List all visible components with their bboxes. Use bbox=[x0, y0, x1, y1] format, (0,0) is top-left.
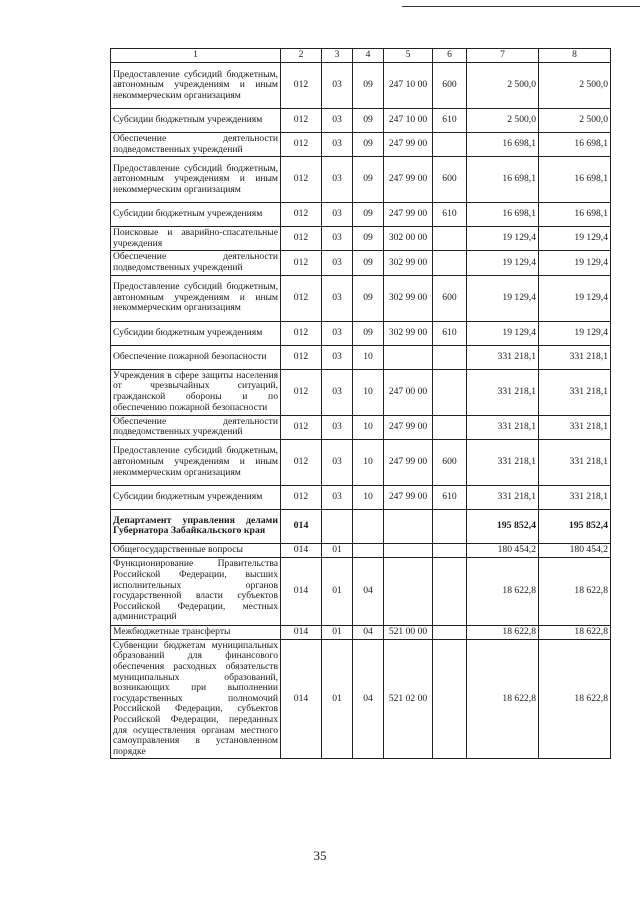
top-rule bbox=[402, 6, 640, 7]
header-col-6: 6 bbox=[433, 49, 467, 63]
cell-col-7: 331 218,1 bbox=[467, 485, 539, 509]
table-row bbox=[111, 345, 611, 369]
cell-col-2: 012 bbox=[281, 227, 322, 251]
cell-col-3: 03 bbox=[322, 157, 353, 203]
cell-col-4: 04 bbox=[353, 625, 384, 639]
header-col-5: 5 bbox=[384, 49, 433, 63]
cell-col-4: 10 bbox=[353, 439, 384, 485]
cell-col-3: 03 bbox=[322, 203, 353, 227]
cell-col-5 bbox=[384, 543, 433, 557]
header-col-3: 3 bbox=[322, 49, 353, 63]
cell-col-6 bbox=[433, 251, 467, 275]
cell-col-3: 01 bbox=[322, 639, 353, 759]
cell-col-6: 600 bbox=[433, 157, 467, 203]
cell-col-4: 10 bbox=[353, 415, 384, 439]
cell-col-7: 2 500,0 bbox=[467, 109, 539, 133]
cell-col-3: 03 bbox=[322, 485, 353, 509]
cell-col-2: 012 bbox=[281, 133, 322, 157]
cell-col-6: 600 bbox=[433, 439, 467, 485]
table-row bbox=[111, 227, 611, 251]
cell-col-5: 521 02 00 bbox=[384, 639, 433, 759]
table-row bbox=[111, 625, 611, 639]
cell-col-7: 16 698,1 bbox=[467, 133, 539, 157]
cell-col-1: Межбюджетные трансферты bbox=[111, 625, 281, 639]
cell-col-2: 012 bbox=[281, 63, 322, 109]
cell-col-2: 012 bbox=[281, 251, 322, 275]
cell-col-2: 014 bbox=[281, 557, 322, 625]
header-col-4: 4 bbox=[353, 49, 384, 63]
table-row bbox=[111, 509, 611, 543]
cell-col-7: 19 129,4 bbox=[467, 275, 539, 321]
cell-col-3: 03 bbox=[322, 321, 353, 345]
cell-col-1: Департамент управления делами Губернатора Забайкальского края bbox=[111, 509, 281, 543]
cell-col-2: 012 bbox=[281, 157, 322, 203]
cell-col-7: 18 622,8 bbox=[467, 625, 539, 639]
cell-col-5 bbox=[384, 345, 433, 369]
cell-col-4: 09 bbox=[353, 133, 384, 157]
cell-col-4 bbox=[353, 509, 384, 543]
cell-col-1: Обеспечение деятельности подведомственных учреждений bbox=[111, 133, 281, 157]
cell-col-7: 19 129,4 bbox=[467, 227, 539, 251]
cell-col-4: 10 bbox=[353, 485, 384, 509]
table-row bbox=[111, 485, 611, 509]
cell-col-4: 04 bbox=[353, 639, 384, 759]
cell-col-1: Общегосударственные вопросы bbox=[111, 543, 281, 557]
cell-col-1: Предоставление субсидий бюджетным, автономным учреждениям и иным некоммерческим организациям bbox=[111, 63, 281, 109]
cell-col-8: 16 698,1 bbox=[539, 133, 611, 157]
cell-col-8: 180 454,2 bbox=[539, 543, 611, 557]
cell-col-7: 16 698,1 bbox=[467, 203, 539, 227]
cell-col-2: 012 bbox=[281, 345, 322, 369]
cell-col-4: 09 bbox=[353, 321, 384, 345]
cell-col-8: 331 218,1 bbox=[539, 345, 611, 369]
cell-col-5: 247 99 00 bbox=[384, 157, 433, 203]
table-row bbox=[111, 109, 611, 133]
cell-col-6 bbox=[433, 133, 467, 157]
cell-col-6 bbox=[433, 509, 467, 543]
table-row bbox=[111, 251, 611, 275]
cell-col-1: Субсидии бюджетным учреждениям bbox=[111, 109, 281, 133]
cell-col-1: Обеспечение деятельности подведомственных учреждений bbox=[111, 415, 281, 439]
cell-col-4: 09 bbox=[353, 203, 384, 227]
cell-col-4: 09 bbox=[353, 63, 384, 109]
cell-col-6: 610 bbox=[433, 321, 467, 345]
cell-col-8: 19 129,4 bbox=[539, 227, 611, 251]
cell-col-3: 03 bbox=[322, 109, 353, 133]
cell-col-5: 247 99 00 bbox=[384, 133, 433, 157]
cell-col-6: 610 bbox=[433, 203, 467, 227]
table-row bbox=[111, 275, 611, 321]
cell-col-8: 331 218,1 bbox=[539, 439, 611, 485]
cell-col-1: Поисковые и аварийно-спасательные учреждения bbox=[111, 227, 281, 251]
cell-col-6 bbox=[433, 345, 467, 369]
cell-col-7: 18 622,8 bbox=[467, 639, 539, 759]
table-row bbox=[111, 133, 611, 157]
cell-col-1: Субсидии бюджетным учреждениям bbox=[111, 321, 281, 345]
table-row bbox=[111, 321, 611, 345]
cell-col-3: 03 bbox=[322, 439, 353, 485]
cell-col-2: 012 bbox=[281, 439, 322, 485]
cell-col-2: 012 bbox=[281, 275, 322, 321]
cell-col-2: 014 bbox=[281, 625, 322, 639]
cell-col-2: 014 bbox=[281, 543, 322, 557]
cell-col-8: 16 698,1 bbox=[539, 157, 611, 203]
table-row bbox=[111, 557, 611, 625]
cell-col-8: 18 622,8 bbox=[539, 625, 611, 639]
cell-col-8: 2 500,0 bbox=[539, 109, 611, 133]
cell-col-5: 302 99 00 bbox=[384, 251, 433, 275]
cell-col-7: 16 698,1 bbox=[467, 157, 539, 203]
cell-col-8: 18 622,8 bbox=[539, 557, 611, 625]
cell-col-3 bbox=[322, 509, 353, 543]
table-row bbox=[111, 157, 611, 203]
cell-col-7: 331 218,1 bbox=[467, 369, 539, 415]
cell-col-8: 331 218,1 bbox=[539, 485, 611, 509]
cell-col-6 bbox=[433, 543, 467, 557]
cell-col-5 bbox=[384, 557, 433, 625]
cell-col-2: 012 bbox=[281, 485, 322, 509]
cell-col-4: 09 bbox=[353, 157, 384, 203]
cell-col-8: 19 129,4 bbox=[539, 275, 611, 321]
cell-col-8: 331 218,1 bbox=[539, 415, 611, 439]
cell-col-7: 2 500,0 bbox=[467, 63, 539, 109]
cell-col-5: 247 10 00 bbox=[384, 109, 433, 133]
header-col-8: 8 bbox=[539, 49, 611, 63]
cell-col-6 bbox=[433, 369, 467, 415]
cell-col-4: 09 bbox=[353, 251, 384, 275]
cell-col-7: 331 218,1 bbox=[467, 415, 539, 439]
table-row bbox=[111, 203, 611, 227]
table-row bbox=[111, 543, 611, 557]
cell-col-1: Функционирование Правительства Российской Федерации, высших исполнительных органов государственной власти субъектов Российской Федерации, местных администраций bbox=[111, 557, 281, 625]
cell-col-6 bbox=[433, 227, 467, 251]
cell-col-6 bbox=[433, 415, 467, 439]
cell-col-5: 247 99 00 bbox=[384, 203, 433, 227]
cell-col-6 bbox=[433, 557, 467, 625]
table-body bbox=[111, 63, 611, 759]
cell-col-8: 195 852,4 bbox=[539, 509, 611, 543]
header-col-1: 1 bbox=[111, 49, 281, 63]
cell-col-3: 03 bbox=[322, 415, 353, 439]
cell-col-8: 16 698,1 bbox=[539, 203, 611, 227]
cell-col-2: 012 bbox=[281, 203, 322, 227]
cell-col-3: 03 bbox=[322, 369, 353, 415]
cell-col-4: 10 bbox=[353, 369, 384, 415]
cell-col-1: Предоставление субсидий бюджетным, автономным учреждениям и иным некоммерческим организациям bbox=[111, 157, 281, 203]
cell-col-3: 03 bbox=[322, 345, 353, 369]
cell-col-3: 01 bbox=[322, 625, 353, 639]
cell-col-1: Субсидии бюджетным учреждениям bbox=[111, 485, 281, 509]
cell-col-3: 01 bbox=[322, 557, 353, 625]
cell-col-2: 012 bbox=[281, 109, 322, 133]
cell-col-7: 195 852,4 bbox=[467, 509, 539, 543]
cell-col-1: Субвенции бюджетам муниципальных образований для финансового обеспечения расходных обязательств муниципальных образований, возникающих при выполнении государственных полномочий Российской Федерации, субъектов Российской Федерации, переданных для осуществления органам местного самоуправления в установленном порядке bbox=[111, 639, 281, 759]
cell-col-3: 03 bbox=[322, 251, 353, 275]
cell-col-4: 04 bbox=[353, 557, 384, 625]
table-row bbox=[111, 415, 611, 439]
cell-col-3: 03 bbox=[322, 227, 353, 251]
cell-col-5: 302 99 00 bbox=[384, 321, 433, 345]
cell-col-5 bbox=[384, 509, 433, 543]
cell-col-6: 600 bbox=[433, 275, 467, 321]
cell-col-1: Предоставление субсидий бюджетным, автономным учреждениям и иным некоммерческим организациям bbox=[111, 439, 281, 485]
cell-col-5: 247 00 00 bbox=[384, 369, 433, 415]
budget-table bbox=[110, 48, 611, 759]
cell-col-4: 10 bbox=[353, 345, 384, 369]
cell-col-6 bbox=[433, 625, 467, 639]
cell-col-7: 331 218,1 bbox=[467, 345, 539, 369]
cell-col-1: Предоставление субсидий бюджетным, автономным учреждениям и иным некоммерческим организациям bbox=[111, 275, 281, 321]
cell-col-4 bbox=[353, 543, 384, 557]
cell-col-7: 19 129,4 bbox=[467, 321, 539, 345]
cell-col-5: 247 99 00 bbox=[384, 415, 433, 439]
cell-col-4: 09 bbox=[353, 275, 384, 321]
cell-col-3: 03 bbox=[322, 63, 353, 109]
cell-col-4: 09 bbox=[353, 227, 384, 251]
cell-col-6 bbox=[433, 639, 467, 759]
cell-col-5: 247 10 00 bbox=[384, 63, 433, 109]
cell-col-6: 610 bbox=[433, 485, 467, 509]
cell-col-4: 09 bbox=[353, 109, 384, 133]
cell-col-3: 01 bbox=[322, 543, 353, 557]
table-header-row bbox=[111, 49, 611, 63]
cell-col-3: 03 bbox=[322, 133, 353, 157]
cell-col-1: Обеспечение деятельности подведомственных учреждений bbox=[111, 251, 281, 275]
cell-col-1: Обеспечение пожарной безопасности bbox=[111, 345, 281, 369]
cell-col-3: 03 bbox=[322, 275, 353, 321]
cell-col-5: 247 99 00 bbox=[384, 485, 433, 509]
cell-col-7: 19 129,4 bbox=[467, 251, 539, 275]
cell-col-1: Субсидии бюджетным учреждениям bbox=[111, 203, 281, 227]
header-col-2: 2 bbox=[281, 49, 322, 63]
cell-col-8: 2 500,0 bbox=[539, 63, 611, 109]
cell-col-2: 014 bbox=[281, 509, 322, 543]
cell-col-5: 521 00 00 bbox=[384, 625, 433, 639]
cell-col-5: 302 99 00 bbox=[384, 275, 433, 321]
table-row bbox=[111, 369, 611, 415]
table-row bbox=[111, 439, 611, 485]
cell-col-7: 180 454,2 bbox=[467, 543, 539, 557]
cell-col-5: 247 99 00 bbox=[384, 439, 433, 485]
cell-col-2: 012 bbox=[281, 321, 322, 345]
cell-col-8: 331 218,1 bbox=[539, 369, 611, 415]
cell-col-6: 600 bbox=[433, 63, 467, 109]
table-row bbox=[111, 63, 611, 109]
header-col-7: 7 bbox=[467, 49, 539, 63]
cell-col-7: 331 218,1 bbox=[467, 439, 539, 485]
page-number: 35 bbox=[313, 848, 327, 863]
cell-col-7: 18 622,8 bbox=[467, 557, 539, 625]
cell-col-8: 19 129,4 bbox=[539, 321, 611, 345]
cell-col-5: 302 00 00 bbox=[384, 227, 433, 251]
cell-col-2: 012 bbox=[281, 369, 322, 415]
cell-col-8: 18 622,8 bbox=[539, 639, 611, 759]
table-row bbox=[111, 639, 611, 759]
cell-col-8: 19 129,4 bbox=[539, 251, 611, 275]
cell-col-1: Учреждения в сфере защиты населения от чрезвычайных ситуаций, гражданской обороны и по обеспечению пожарной безопасности bbox=[111, 369, 281, 415]
cell-col-2: 014 bbox=[281, 639, 322, 759]
cell-col-2: 012 bbox=[281, 415, 322, 439]
cell-col-6: 610 bbox=[433, 109, 467, 133]
